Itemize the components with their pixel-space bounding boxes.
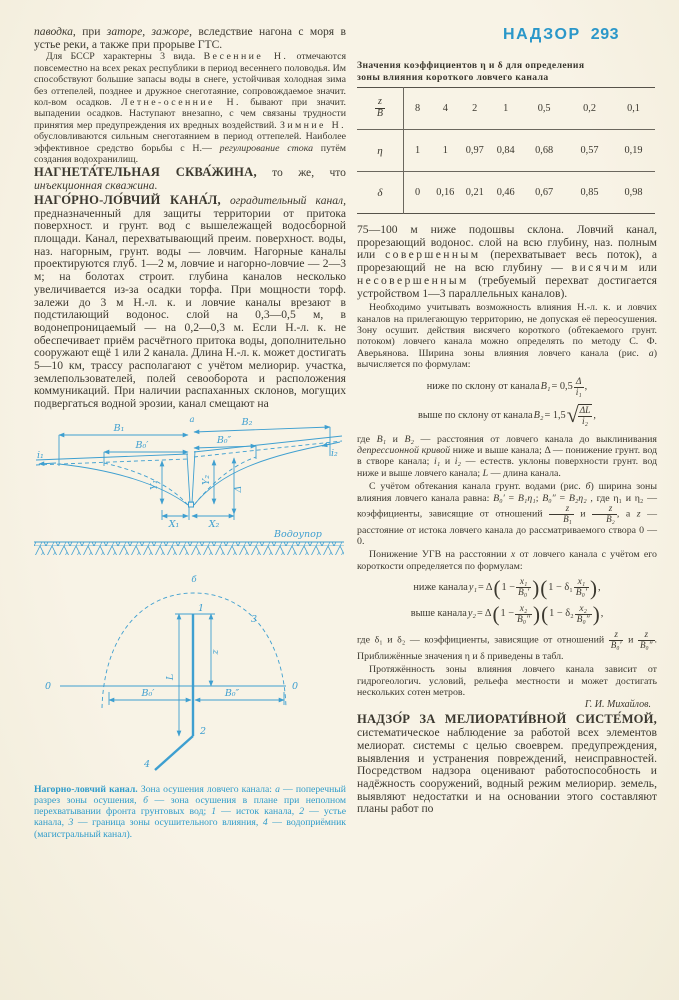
table-cell: 0,46 (490, 172, 521, 214)
dim-delta-label: Δ (233, 485, 244, 493)
paragraph-flood-continuation: паводка, при заторе, зажоре, вследствие нагона с моря в устье реки, а также при прорыве ГТС. (34, 25, 346, 51)
table-cell: 0,85 (567, 172, 612, 214)
table-cell: 0,68 (521, 130, 567, 172)
paragraph-canal-types: 75—100 м ниже подошвы склона. Ловчий канал, прорезающий водонос. слой на всю глубину, наз. полным или совершенным (перехватывает весь поток), а прорезающий не на всю глубину — висячим или несовершенным (требуемый перехват достигается устройством 1—3 параллельных каналов). (357, 223, 658, 300)
slope-i2-label: i₂ (331, 447, 338, 459)
dim-L-label: L (165, 673, 176, 680)
section-zero-right: 0 (291, 680, 299, 692)
table-cell: 0,84 (490, 130, 521, 172)
table-row-label: η (357, 130, 403, 172)
table-cell: 4 (442, 103, 448, 114)
dim-b0-prime-label: B₀′ (135, 439, 149, 451)
paragraph-symbols-explanation: где B₁ и B₂ — расстояния от ловчего канала до выклинивания депрессионной кривой ниже и выше канала; Δ — понижение грунт. вод в створе канала; i₁ и i₂ — естеств. уклоны поверхности грунт. вод ниже и выше ловчего канала; L — длина канала. (357, 433, 657, 479)
table-cell: 2 (472, 103, 478, 114)
formula-y2: выше канала y₂ = Δ ( 1 − $\frac{\text{x₂}}{\text{B₀″}}$ ) ( 1 − δ₂ $\frac{\text{x₂}}{\text{B₀″}}$ ) , (410, 602, 604, 627)
paragraph-delta-coefficients: где δ₁ и δ₂ — коэффициенты, зависящие от отношений $\frac{z}{\text{B₀′}}$ и $\frac{z}{\text{B₀″}}$ . Приближённые значения η и δ приведены в табл. (357, 629, 657, 662)
figure-a-cross-section (34, 414, 346, 572)
entry-nadzor-za-meliorativnoy-sistemoy: НАДЗО́Р ЗА МЕЛИОРАТИ́ВНОЙ СИСТЕ́МОЙ, систематическое наблюдение за работой всех элементов мелиорат. системы с целью своеврем. предупреждения, выявления и устранения повреждений, неисправностей. Посредством надзора оценивают работоспособность и надёжность сооружений, водный режим мелиорир. земель, выявляют недостатки и на основании этого составляют планы работ по (357, 712, 657, 816)
receiver-canal-line (155, 736, 193, 770)
figure-b-label: б (191, 574, 197, 585)
dim-b1-label: B₁ (113, 422, 125, 434)
right-column (357, 26, 657, 840)
coefficients-table (357, 87, 655, 214)
canal-head-number: 1 (198, 602, 205, 614)
dim-x1-label: X₁ (168, 518, 180, 530)
plan-b0-dblprime-label: B₀″ (224, 687, 240, 699)
table-row-eta (357, 130, 655, 172)
table-row-delta (357, 172, 655, 214)
receiver-number: 4 (144, 758, 151, 770)
plan-b0-prime-label: B₀′ (141, 687, 155, 699)
running-head-word: НАДЗОР (502, 26, 581, 43)
paragraph-influence-width: С учётом обтекания канала грунт. водами (рис. б) ширина зоны влияния ловчего канала равна: B₀′ = B₁η₁; B₀″ = B₂η₂ , где η₁ и η₂ — коэффициенты, зависящие от отношений $\frac{z}{\text{B₁}}$ и $\frac{z}{\text{B₂}}$ , а z — расстояние от истока ловчего канала до рассматриваемого створа 0 — 0. (357, 481, 657, 548)
table-title-line2: зоны влияния короткого ловчего канала (357, 71, 549, 83)
formula-b2: выше по склону от канала B₂ = 1,5 √ $\frac{\Delta L}{\text{i₂}}$ , (418, 403, 596, 428)
canal-mouth-number: 2 (200, 725, 207, 737)
dim-x2-label: X₂ (208, 518, 220, 530)
slope-i1-label: i₁ (37, 449, 44, 461)
paragraph-ugv-lowering: Понижение УГВ на расстоянии x от ловчего канала с учётом его короткости определяется по формулам: (357, 549, 657, 572)
table-cell: 0,67 (521, 172, 567, 214)
table-cell: 0,98 (612, 172, 655, 214)
section-zero-left: 0 (44, 680, 52, 692)
figure-caption: Нагорно-ловчий канал. Зона осушения ловчего канала: а — поперечный разрез зоны осушения, б — зона осушения в плане при неполном перехватывании фронта грунтовых вод; 1 — исток канала, 2 — устье канала, 3 — граница зоны осушительного влияния, 4 — водоприёмник (магистральный канал). (34, 783, 346, 840)
author-signature: Г. И. Михайлов. (584, 699, 651, 711)
table-cell: 0,1 (627, 103, 640, 114)
table-header-row (357, 88, 655, 130)
boundary-number: 3 (251, 613, 258, 625)
table-cell: 1 (503, 103, 509, 114)
paragraph-averyanov-method: Необходимо учитывать возможность влияния Н.-л. к. и ловчих каналов на прилегающую территорию, не допуская её переосушения. Зону осушит. действия висячего короткого (обтекаемого грунт. потоком) ловчего канала можно определять по методу С. Ф. Аверьянова. Ширина зоны влияния ловчего канала (рис. а) вычисляется по формулам: (357, 302, 657, 371)
table-cell: 8 (415, 103, 421, 114)
entry-nagnetatelnaya-skvazhina: НАГНЕТА́ТЕЛЬНАЯ СКВА́ЖИНА, то же, что инъекционная скважина. (34, 165, 346, 193)
formula-b1: ниже по склону от канала B₁ = 0,5 $\frac{\Delta}{\text{i₁}}$ , (426, 376, 588, 398)
dim-z-label: z (210, 649, 221, 655)
table-cell: 0,19 (612, 130, 655, 172)
table-cell: 0,57 (567, 130, 612, 172)
figure-a-label: а (189, 414, 195, 425)
entry-nagorno-lovchiy-kanal: НАГО́РНО-ЛО́ВЧИЙ КАНА́Л, оградительный канал, предназначенный для защиты территории от притока поверхност. и грунт. вод с вышележащей водосборной площади. Канал, перехватывающий преим. поверхност. воды, наз. нагорным, грунт. воды — ловчим. Нагорные каналы проектируются глуб. 1—2 м, ловчие и нагорно-ловчие — 2—3 м; на болотах строит. глубина каналов несколько увеличивается из-за осадки торфа. При мощности торф. залежи до 3 м Н.-л. к. и ловчие каналы врезают в подстилающий водонос. слой на 0,3—0,5 м, в водонепроницаемый — на 0,2—0,3 м. Если Н.-л. к. не обеспечивает приём расчётного притока воды, дополнительно сооружают ещё 1 или 2 канала. Длина Н.-л. к. может достигать 5—10 км, трассу располагают с учётом мелиорир. участка, землепользователей, полей севооборота и расположения коммуникаций. При наличии распаханных склонов, могущих подвергаться водной эрозии, канал смещают на (34, 192, 346, 411)
running-head (357, 26, 657, 44)
table-cell: 1 (403, 130, 431, 172)
table-cell: 0,16 (431, 172, 459, 214)
table-title-line1: Значения коэффициентов η и δ для определения (357, 60, 585, 71)
table-cell: 0,2 (583, 103, 596, 114)
table-cell: 0 (403, 172, 431, 214)
table-cell: 0,21 (459, 172, 490, 214)
dim-y2-label: Y₂ (201, 474, 212, 485)
table-title (357, 60, 657, 83)
dim-b2-label: B₂ (241, 416, 253, 428)
left-column (34, 26, 346, 840)
formula-y1: ниже канала y₁ = Δ ( 1 − $\frac{\text{x₁}}{\text{B₀′}}$ ) ( 1 − δ₁ $\frac{\text{x₁}}{\text{B₀′}}$ ) , (413, 575, 601, 600)
table-header-label: $\frac{z}{B}$ (357, 88, 403, 130)
dim-y1-label: Y₁ (149, 479, 160, 490)
table-cell: 0,97 (459, 130, 490, 172)
dim-b0-dblprime-label: B₀″ (216, 434, 232, 446)
page-number: 293 (590, 26, 619, 43)
paragraph-bssr-flood-types: Для БССР характерны 3 вида. Весенние Н. отмечаются повсеместно на всех реках республики в период весеннего половодья. Им способствуют большие запасы воды в снеге, устойчивая холодная зима без оттепелей, позднее и дружное снеготаяние, сопровождаемое значит. кол-вом осадков. Летне-осенние Н. бывают при значит. выпадении осадков. Наступают внезапно, с чем связаны трудности принятия мер предупреждения их вредных воздействий. Зимние Н. обусловливаются сильным снеготаянием в период оттепелей. Наиболее эффективное средство борьбы с Н.— регулирование стока путём создания водохранилищ. (34, 51, 347, 166)
paragraph-zone-extent: Протяжённость зоны влияния ловчего канала зависит от гидрогеологич. условий, рельефа местности и может достигать нескольких сотен метров. (357, 664, 657, 698)
table-row-label: δ (357, 172, 403, 214)
table-cell: 0,5 (537, 103, 551, 114)
aquiclude-label: Водоупор (274, 528, 322, 540)
aquiclude-hatch (34, 542, 344, 555)
figure-b-plan-view (34, 574, 346, 780)
table-cell: 1 (431, 130, 459, 172)
